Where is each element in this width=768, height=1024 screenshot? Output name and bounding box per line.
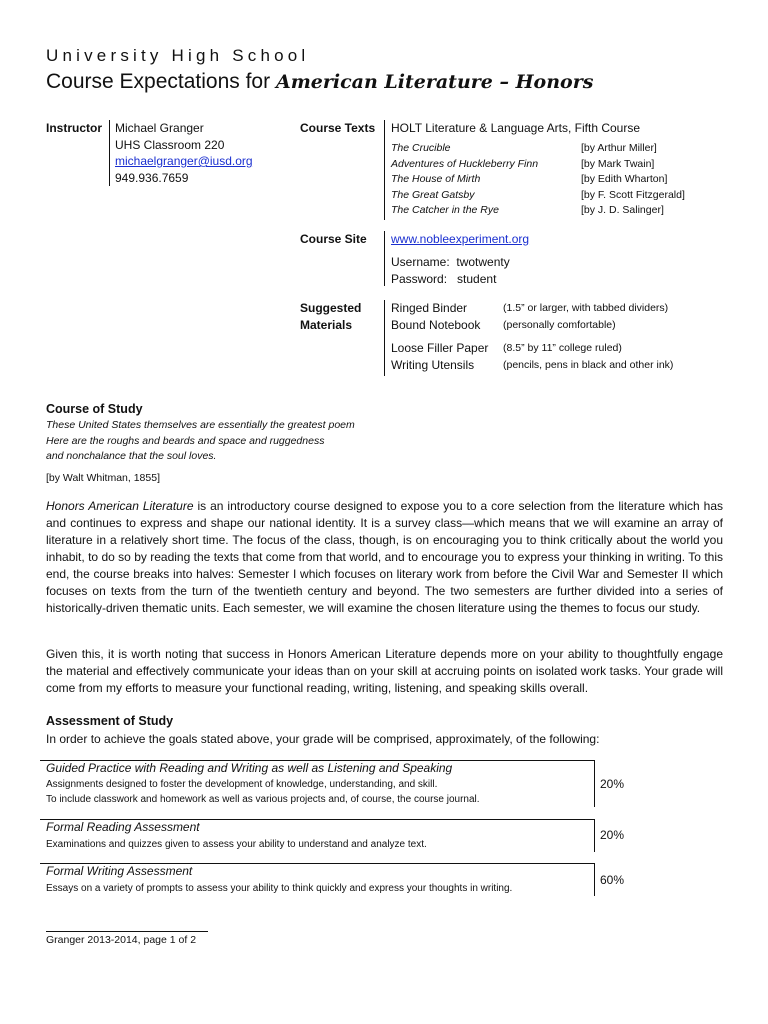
password-label: Password: bbox=[391, 272, 448, 286]
assessment-percent: 20% bbox=[600, 777, 625, 791]
course-name-italic: Honors American Literature bbox=[46, 499, 194, 513]
poem-attribution: [by Walt Whitman, 1855] bbox=[46, 472, 160, 484]
whitman-poem bbox=[46, 418, 355, 465]
username-value: twotwenty bbox=[456, 255, 510, 269]
material-note: (personally comfortable) bbox=[503, 319, 616, 331]
username-label: Username: bbox=[391, 255, 450, 269]
book-author: [by Mark Twain] bbox=[581, 157, 655, 170]
course-description-text: is an introductory course designed to expose you to a core selection from the literature which has and continues to express and shape our national identity. It is a survey class—which means that we will examine an array of literature in a relatively short time. The focus of the class, though, is on encouraging you to think critically about the world you inhabit, to do so by reading the texts that come from that world, and to encourage you to express your thinking in writing. To this end, the course breaks into halves: Semester I which focuses on literary work from before the Civil War and Semester II which focuses on texts from the turn of the twentieth century and beyond. The two semesters are further divided into a series of historically-driven thematic units. Each semester, we will examine the chosen literature using the themes to focus our study. bbox=[46, 499, 723, 615]
course-site-link[interactable]: www.nobleexperiment.org bbox=[391, 232, 530, 246]
course-site-divider bbox=[384, 231, 385, 286]
materials-divider bbox=[384, 300, 385, 376]
book-author: [by Arthur Miller] bbox=[581, 142, 657, 154]
book-title: The Catcher in the Rye bbox=[391, 204, 499, 217]
list-item bbox=[391, 203, 711, 219]
assessment-heading: Assessment of Study bbox=[46, 714, 174, 728]
assessment-item-title: Guided Practice with Reading and Writing as well as Listening and Speaking bbox=[46, 761, 453, 775]
material-name: Writing Utensils bbox=[391, 358, 475, 372]
username-row bbox=[391, 254, 510, 271]
material-note: (8.5” by 11” college ruled) bbox=[503, 342, 622, 354]
book-author: [by J. D. Salinger] bbox=[581, 204, 664, 217]
instructor-label: Instructor bbox=[46, 121, 103, 135]
page-title bbox=[46, 70, 593, 94]
list-item bbox=[391, 188, 711, 204]
school-name: University High School bbox=[46, 46, 310, 65]
assessment-item-desc: To include classwork and homework as well as various projects and, of course, the course journal. bbox=[46, 794, 480, 805]
book-title: The House of Mirth bbox=[391, 173, 481, 186]
course-description-paragraph bbox=[46, 498, 723, 617]
poem-line: Here are the roughs and beards and space and ruggedness bbox=[46, 434, 325, 447]
title-course: American Literature – Honors bbox=[275, 71, 594, 93]
poem-line: and nonchalance that the soul loves. bbox=[46, 450, 217, 462]
instructor-phone: 949.936.7659 bbox=[115, 171, 189, 185]
list-item bbox=[391, 141, 711, 157]
material-name: Ringed Binder bbox=[391, 301, 468, 315]
material-note: (1.5” or larger, with tabbed dividers) bbox=[503, 302, 669, 314]
material-note: (pencils, pens in black and other ink) bbox=[503, 359, 674, 371]
assessment-item-desc: Assignments designed to foster the development of knowledge, understanding, and skill. bbox=[46, 779, 438, 790]
course-site-label: Course Site bbox=[300, 232, 367, 246]
material-name: Loose Filler Paper bbox=[391, 341, 489, 355]
instructor-name: Michael Granger bbox=[115, 121, 204, 135]
assessment-percent: 20% bbox=[600, 828, 625, 842]
instructor-email-link[interactable]: michaelgranger@iusd.org bbox=[115, 154, 253, 168]
footer-page-info: Granger 2013-2014, page 1 of 2 bbox=[46, 934, 197, 946]
assessment-percent: 60% bbox=[600, 873, 625, 887]
footer-rule bbox=[46, 931, 208, 932]
assessment-item-title: Formal Reading Assessment bbox=[46, 820, 200, 834]
materials-label-line2: Materials bbox=[300, 318, 353, 332]
assessment-item-title: Formal Writing Assessment bbox=[46, 864, 193, 878]
book-title: The Great Gatsby bbox=[391, 188, 475, 201]
book-title: Adventures of Huckleberry Finn bbox=[391, 157, 539, 170]
book-author: [by F. Scott Fitzgerald] bbox=[581, 188, 685, 201]
assessment-percent-divider bbox=[594, 863, 595, 896]
course-of-study-heading: Course of Study bbox=[46, 402, 143, 416]
instructor-divider bbox=[109, 120, 110, 186]
grading-philosophy-paragraph: Given this, it is worth noting that success in Honors American Literature depends more on your ability to thoughtfully engage the material and effectively communicate your ideas than on your skill at accruing points on isolated work tasks. Your grade will come from my efforts to measure your functional reading, writing, listening, and speaking skills overall. bbox=[46, 647, 723, 695]
material-name: Bound Notebook bbox=[391, 318, 481, 332]
password-value: student bbox=[457, 272, 497, 286]
book-title: The Crucible bbox=[391, 142, 451, 154]
password-row bbox=[391, 271, 496, 288]
poem-line: These United States themselves are essentially the greatest poem bbox=[46, 419, 355, 431]
assessment-intro: In order to achieve the goals stated above, your grade will be comprised, approximately, of the following: bbox=[46, 732, 600, 746]
assessment-percent-divider bbox=[594, 760, 595, 807]
course-texts-divider bbox=[384, 120, 385, 220]
anthology-title: HOLT Literature & Language Arts, Fifth Course bbox=[391, 121, 641, 135]
assessment-percent-divider bbox=[594, 819, 595, 852]
title-prefix: Course Expectations for bbox=[46, 70, 276, 93]
assessment-item-desc: Examinations and quizzes given to assess your ability to understand and analyze text. bbox=[46, 839, 427, 850]
list-item bbox=[391, 172, 711, 188]
assessment-item-desc: Essays on a variety of prompts to assess your ability to think quickly and express your thoughts in writing. bbox=[46, 883, 513, 894]
list-item bbox=[391, 157, 711, 173]
materials-label-line1: Suggested bbox=[300, 301, 362, 315]
book-author: [by Edith Wharton] bbox=[581, 173, 668, 186]
instructor-room: UHS Classroom 220 bbox=[115, 138, 225, 152]
book-list bbox=[391, 141, 711, 219]
course-texts-label: Course Texts bbox=[300, 121, 376, 135]
